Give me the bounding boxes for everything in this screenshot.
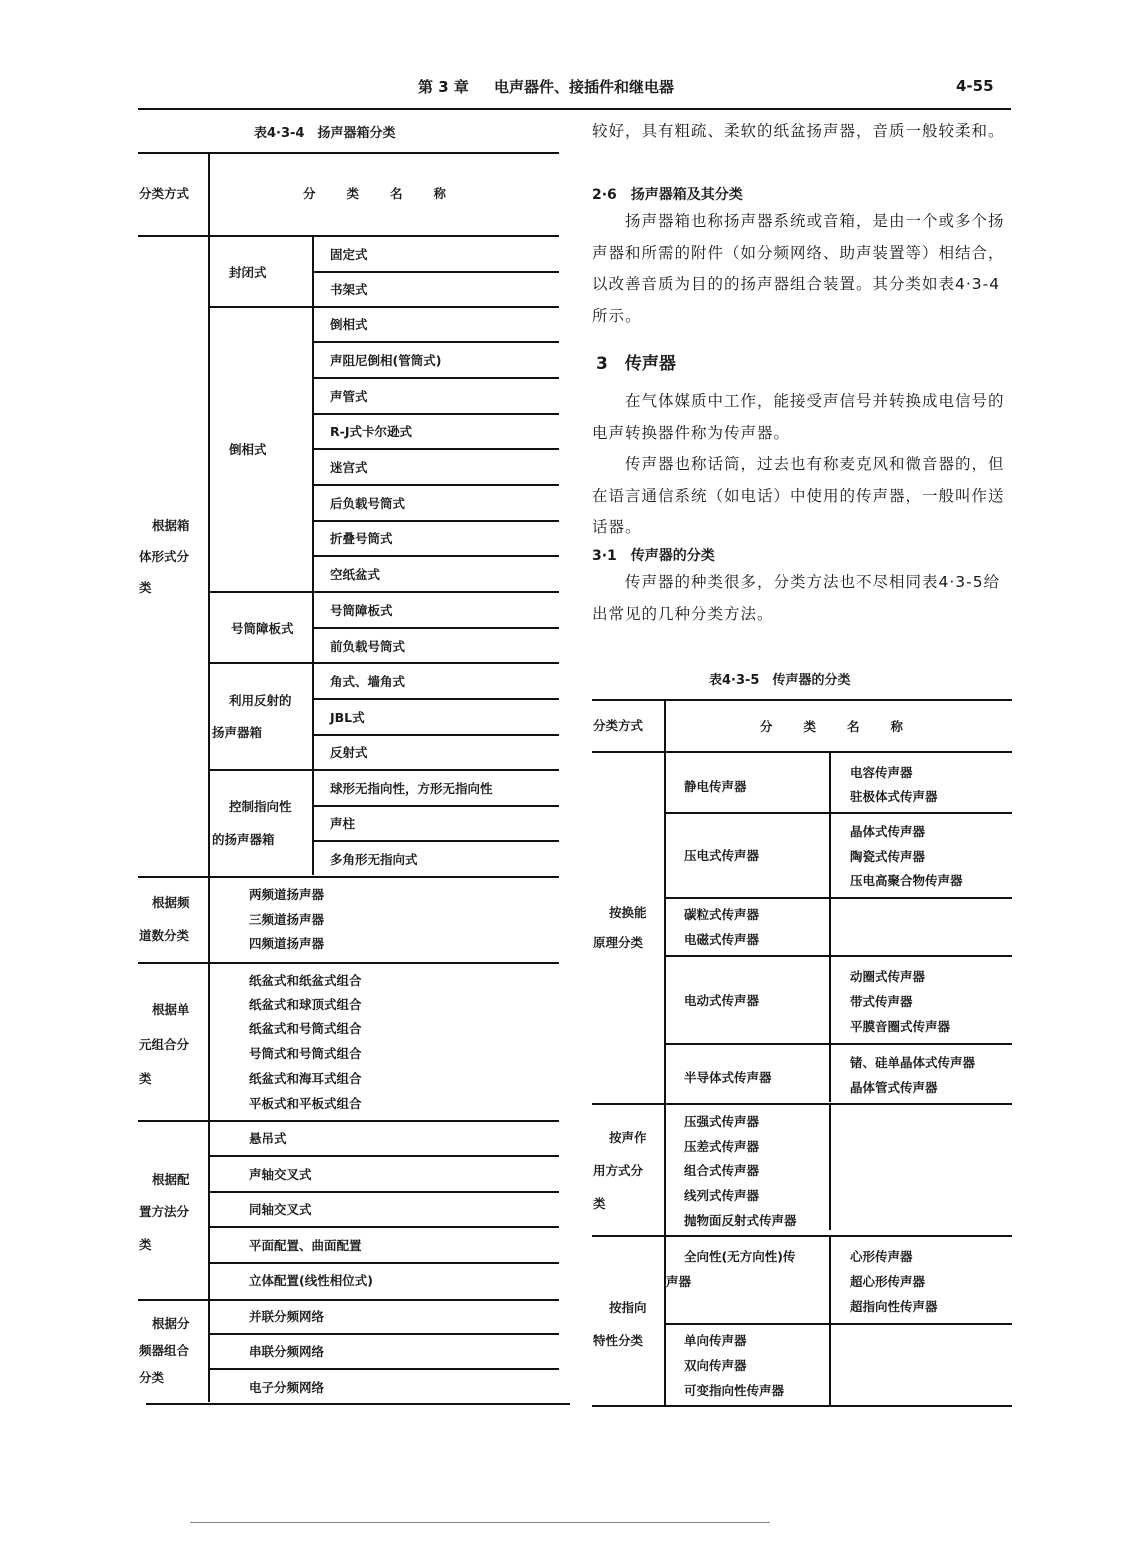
paragraph: 传声器也称话筒，过去也有称麦克风和微音器的，但在语言通信系统（如电话）中使用的传声器，一般叫作送话器。 [592,455,1005,536]
row-rule [666,897,1012,899]
class-item: 并联分频网络 [249,1309,325,1324]
subclass-label: 电动式传声器 [684,993,760,1008]
class-item: 串联分频网络 [249,1344,325,1359]
class-item: 后负载号筒式 [330,496,406,511]
row-rule [314,341,559,343]
table-top-rule [138,152,559,154]
scan-artifact-line [190,1522,770,1523]
class-item: 号筒障板式 [330,603,393,618]
subclass-label: 压电式传声器 [684,848,760,863]
class-item: 平板式和平板式组合 [249,1096,362,1111]
class-item: 动圈式传声器 [850,969,926,984]
method-label: 类 [593,1196,606,1211]
method-label: 用方式分 [593,1163,644,1178]
row-rule [210,662,559,664]
class-item: 固定式 [330,247,368,262]
row-rule [666,812,1012,814]
method-label: 元组合分 [139,1037,190,1052]
class-item: 声管式 [330,389,368,404]
class-item: 倒相式 [330,317,368,332]
class-item: 角式、墙角式 [330,674,406,689]
table-bottom-rule [146,1403,570,1405]
group-rule [592,1235,1012,1237]
class-item: 晶体式传声器 [850,824,926,839]
method-label: 根据频 [152,895,190,910]
subclass-label: 全向性(无方向性)传 [684,1249,796,1264]
row-rule [210,306,559,308]
row-rule [314,520,559,522]
class-item: 四频道扬声器 [249,936,325,951]
subclass-label: 控制指向性 [229,799,292,814]
subclass-label: 封闭式 [229,265,267,280]
row-rule [210,1155,559,1157]
row-rule [314,840,559,842]
class-item: 超指向性传声器 [850,1299,938,1314]
class-item: 纸盆式和海耳式组合 [249,1071,362,1086]
class-item: 带式传声器 [850,994,913,1009]
class-item: 电子分频网络 [249,1380,325,1395]
class-item: 抛物面反射式传声器 [684,1213,797,1228]
group-rule [138,876,559,878]
chapter-title: 电声器件、接插件和继电器 [494,78,675,96]
class-item: 锗、硅单晶体式传声器 [850,1055,976,1070]
class-item: 组合式传声器 [684,1163,760,1178]
row-rule [314,271,559,273]
class-item: R-J式卡尔逊式 [330,424,412,439]
class-item: 心形传声器 [850,1249,913,1264]
class-item: 悬吊式 [249,1131,287,1146]
paragraph: 传声器的种类很多，分类方法也不尽相同表4·3-5给出常见的几种分类方法。 [592,573,1001,623]
row-rule [314,805,559,807]
class-item: 空纸盆式 [330,567,381,582]
class-item: 平膜音圈式传声器 [850,1019,951,1034]
class-item: 反射式 [330,745,368,760]
section-heading: 3·1 传声器的分类 [592,548,715,564]
row-rule [666,955,1012,957]
table-caption: 表4·3-4 扬声器箱分类 [254,126,396,141]
class-item: 双向传声器 [684,1358,747,1373]
group-rule [138,1299,559,1301]
subclass-label: 静电传声器 [684,779,747,794]
method-label: 类 [139,580,152,595]
row-rule [314,448,559,450]
class-item: 电磁式传声器 [684,932,760,947]
class-item: 书架式 [330,282,368,297]
subclass-label: 声器 [666,1274,692,1289]
class-item: 压电高聚合物传声器 [850,873,963,888]
class-item: 纸盆式和球顶式组合 [249,997,362,1012]
paragraph: 较好，具有粗疏、柔软的纸盆扬声器，音质一般较柔和。 [592,122,1005,140]
row-rule [210,1368,559,1370]
col-header-name: 分 类 名 称 [760,719,906,734]
method-label: 原理分类 [593,935,644,950]
subclass-label: 扬声器箱 [212,725,263,740]
row-rule [210,1226,559,1228]
class-item: 晶体管式传声器 [850,1080,938,1095]
method-label: 根据箱 [152,518,190,533]
method-label: 按声作 [609,1130,647,1145]
page-number: 4-55 [956,77,994,95]
class-item: 前负载号筒式 [330,639,406,654]
table-top-rule [592,699,1012,701]
column-divider [208,152,210,1402]
method-label: 特性分类 [593,1333,644,1348]
table-bottom-rule [592,1405,1012,1407]
col-header-method: 分类方式 [139,186,190,201]
class-item: 压强式传声器 [684,1114,760,1129]
class-item: 可变指向性传声器 [684,1383,785,1398]
method-label: 置方法分 [139,1204,190,1219]
row-rule [314,734,559,736]
paragraph: 扬声器箱也称扬声器系统或音箱，是由一个或多个扬声器和所需的附件（如分频网络、助声装置等）相结合，以改善音质为目的的扬声器组合装置。其分类如表4·3-4所示。 [592,212,1005,325]
subcolumn-divider [829,753,831,1102]
group-rule [138,962,559,964]
method-label: 类 [139,1071,152,1086]
subclass-label: 倒相式 [229,442,267,457]
method-label: 根据分 [152,1316,190,1331]
table-caption: 表4·3-5 传声器的分类 [709,673,851,688]
method-label: 根据单 [152,1002,190,1017]
class-item: 电容传声器 [850,765,913,780]
method-label: 道数分类 [139,928,190,943]
subcolumn-divider [829,1105,831,1230]
class-item: 号筒式和号筒式组合 [249,1046,362,1061]
group-rule [138,1120,559,1122]
class-item: 纸盆式和纸盆式组合 [249,973,362,988]
row-rule [314,555,559,557]
row-rule [666,1323,1012,1325]
subclass-label: 半导体式传声器 [684,1070,772,1085]
class-item: 迷宫式 [330,460,368,475]
row-rule [314,484,559,486]
subclass-label: 号筒障板式 [231,621,294,636]
method-label: 分类 [139,1370,165,1385]
class-item: 陶瓷式传声器 [850,849,926,864]
section-heading: 2·6 扬声器箱及其分类 [592,187,743,203]
method-label: 按换能 [609,905,647,920]
class-item: 碳粒式传声器 [684,907,760,922]
class-item: 球形无指向性，方形无指向性 [330,781,493,796]
class-item: 立体配置(线性相位式) [249,1273,373,1288]
row-rule [314,627,559,629]
subclass-label: 的扬声器箱 [212,832,275,847]
class-item: 超心形传声器 [850,1274,926,1289]
class-item: 三频道扬声器 [249,912,325,927]
class-item: 平面配置、曲面配置 [249,1238,362,1253]
row-rule [314,377,559,379]
class-item: 同轴交叉式 [249,1202,312,1217]
method-label: 根据配 [152,1172,190,1187]
row-rule [210,591,559,593]
row-rule [314,698,559,700]
col-header-method: 分类方式 [593,718,644,733]
paragraph: 在气体媒质中工作，能接受声信号并转换成电信号的电声转换器件称为传声器。 [592,392,1005,442]
class-item: 线列式传声器 [684,1188,760,1203]
row-rule [210,1262,559,1264]
chapter-number: 第 3 章 [418,78,469,96]
subcolumn-divider [829,1237,831,1405]
class-item: 驻极体式传声器 [850,789,938,804]
method-label: 按指向 [609,1300,647,1315]
class-item: 单向传声器 [684,1333,747,1348]
class-item: 折叠号筒式 [330,531,393,546]
header-rule [592,751,1012,753]
row-rule [210,1191,559,1193]
row-rule [210,769,559,771]
class-item: JBL式 [330,710,365,725]
class-item: 声轴交叉式 [249,1167,312,1182]
row-rule [666,1043,1012,1045]
section-heading: 3 传声器 [596,354,676,374]
header-rule [138,235,559,237]
row-rule [210,1333,559,1335]
col-header-name: 分 类 名 称 [303,186,449,201]
method-label: 类 [139,1237,152,1252]
class-item: 声阻尼倒相(管筒式) [330,353,442,368]
class-item: 声柱 [330,816,356,831]
subclass-label: 利用反射的 [229,693,292,708]
class-item: 压差式传声器 [684,1139,760,1154]
row-rule [314,413,559,415]
header-rule [138,108,1011,110]
method-label: 频器组合 [139,1343,190,1358]
column-divider [664,699,666,1405]
group-rule [592,1103,1012,1105]
method-label: 体形式分 [139,549,190,564]
class-item: 两频道扬声器 [249,887,325,902]
class-item: 纸盆式和号筒式组合 [249,1021,362,1036]
class-item: 多角形无指向式 [330,852,418,867]
